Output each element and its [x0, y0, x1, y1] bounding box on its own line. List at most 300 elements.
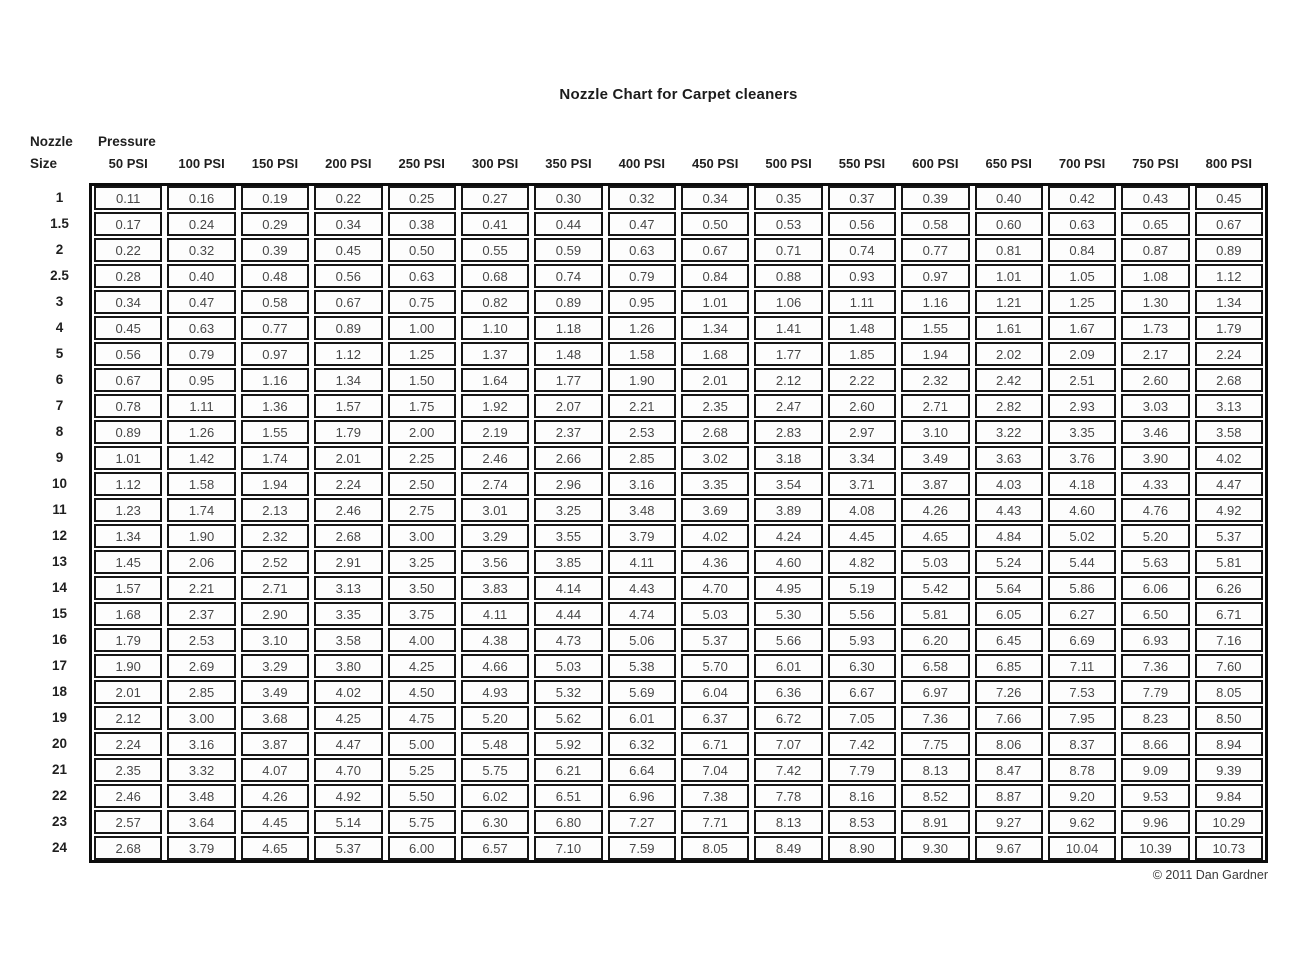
psi-header-row — [89, 153, 1268, 175]
flow-value-cell: 0.30 — [534, 186, 602, 210]
flow-value-cell: 1.57 — [314, 394, 382, 418]
flow-value-cell: 1.37 — [461, 342, 529, 366]
flow-value-cell: 6.20 — [901, 628, 969, 652]
nozzle-size-label: 10 — [51, 476, 68, 491]
flow-value-cell: 6.27 — [1048, 602, 1116, 626]
flow-value-cell: 8.13 — [754, 810, 822, 834]
flow-value-cell: 4.95 — [754, 576, 822, 600]
flow-value-cell: 4.07 — [241, 758, 309, 782]
nozzle-size-label: 4 — [55, 320, 64, 335]
flow-value-cell: 3.25 — [534, 498, 602, 522]
flow-value-cell: 3.10 — [241, 628, 309, 652]
flow-value-cell: 0.63 — [608, 238, 676, 262]
nozzle-size-label: 7 — [55, 398, 64, 413]
flow-value-cell: 1.90 — [167, 524, 235, 548]
flow-value-cell: 2.32 — [901, 368, 969, 392]
flow-value-cell: 1.10 — [461, 316, 529, 340]
flow-value-cell: 0.53 — [754, 212, 822, 236]
flow-value-cell: 0.43 — [1121, 186, 1189, 210]
flow-value-cell: 4.43 — [975, 498, 1043, 522]
flow-value-cell: 1.26 — [608, 316, 676, 340]
flow-value-cell: 3.68 — [241, 706, 309, 730]
flow-value-cell: 6.30 — [828, 654, 896, 678]
flow-value-cell: 3.29 — [241, 654, 309, 678]
flow-value-cell: 2.96 — [534, 472, 602, 496]
copyright-text: © 2011 Dan Gardner — [1152, 868, 1268, 882]
flow-value-cell: 0.74 — [534, 264, 602, 288]
flow-value-cell: 6.71 — [681, 732, 749, 756]
flow-value-cell: 2.57 — [94, 810, 162, 834]
flow-value-cell: 4.82 — [828, 550, 896, 574]
flow-value-cell: 3.18 — [754, 446, 822, 470]
flow-value-cell: 5.64 — [975, 576, 1043, 600]
flow-value-cell: 6.21 — [534, 758, 602, 782]
flow-value-cell: 0.97 — [241, 342, 309, 366]
flow-value-cell: 8.06 — [975, 732, 1043, 756]
flow-value-cell: 7.10 — [534, 836, 602, 860]
flow-value-cell: 5.20 — [1121, 524, 1189, 548]
flow-value-cell: 2.22 — [828, 368, 896, 392]
flow-value-cell: 4.43 — [608, 576, 676, 600]
flow-value-cell: 1.79 — [314, 420, 382, 444]
psi-column-header: 350 PSI — [545, 156, 592, 171]
flow-value-cell: 6.50 — [1121, 602, 1189, 626]
flow-value-cell: 4.60 — [1048, 498, 1116, 522]
flow-value-cell: 0.45 — [1195, 186, 1263, 210]
flow-value-cell: 0.40 — [975, 186, 1043, 210]
flow-value-cell: 0.47 — [608, 212, 676, 236]
flow-value-cell: 8.05 — [681, 836, 749, 860]
nozzle-size-label: 16 — [51, 632, 68, 647]
flow-value-cell: 2.02 — [975, 342, 1043, 366]
flow-value-cell: 3.87 — [241, 732, 309, 756]
flow-value-cell: 6.01 — [608, 706, 676, 730]
flow-value-cell: 6.80 — [534, 810, 602, 834]
psi-column-header: 200 PSI — [325, 156, 372, 171]
flow-value-cell: 5.93 — [828, 628, 896, 652]
flow-value-cell: 0.78 — [94, 394, 162, 418]
flow-value-cell: 0.67 — [314, 290, 382, 314]
flow-value-cell: 5.66 — [754, 628, 822, 652]
flow-value-cell: 7.05 — [828, 706, 896, 730]
flow-value-cell: 1.55 — [901, 316, 969, 340]
flow-value-cell: 1.26 — [167, 420, 235, 444]
flow-value-cell: 8.49 — [754, 836, 822, 860]
flow-value-cell: 1.11 — [167, 394, 235, 418]
flow-value-cell: 3.63 — [975, 446, 1043, 470]
flow-value-cell: 9.84 — [1195, 784, 1263, 808]
flow-value-cell: 4.76 — [1121, 498, 1189, 522]
flow-value-cell: 4.38 — [461, 628, 529, 652]
flow-value-cell: 1.50 — [388, 368, 456, 392]
flow-value-cell: 0.35 — [754, 186, 822, 210]
flow-value-cell: 3.32 — [167, 758, 235, 782]
flow-value-cell: 2.53 — [608, 420, 676, 444]
flow-value-cell: 0.56 — [94, 342, 162, 366]
flow-value-cell: 1.34 — [1195, 290, 1263, 314]
flow-value-cell: 2.93 — [1048, 394, 1116, 418]
flow-value-cell: 1.90 — [608, 368, 676, 392]
flow-value-cell: 2.90 — [241, 602, 309, 626]
flow-value-cell: 4.02 — [681, 524, 749, 548]
flow-value-cell: 0.89 — [314, 316, 382, 340]
flow-value-cell: 8.90 — [828, 836, 896, 860]
flow-value-cell: 4.93 — [461, 680, 529, 704]
psi-column-header: 50 PSI — [108, 156, 148, 171]
flow-value-cell: 0.40 — [167, 264, 235, 288]
flow-value-cell: 2.69 — [167, 654, 235, 678]
flow-value-cell: 4.70 — [314, 758, 382, 782]
flow-value-cell: 2.21 — [608, 394, 676, 418]
flow-value-cell: 5.81 — [1195, 550, 1263, 574]
flow-value-cell: 3.34 — [828, 446, 896, 470]
nozzle-size-label: 2.5 — [50, 268, 69, 283]
flow-value-cell: 2.85 — [608, 446, 676, 470]
flow-value-cell: 0.77 — [241, 316, 309, 340]
flow-value-cell: 4.25 — [314, 706, 382, 730]
psi-column-header: 300 PSI — [471, 156, 519, 171]
nozzle-size-label: 23 — [51, 814, 68, 829]
flow-value-cell: 3.55 — [534, 524, 602, 548]
flow-value-cell: 3.01 — [461, 498, 529, 522]
psi-column-header: 500 PSI — [765, 156, 812, 171]
nozzle-size-label: 1 — [55, 190, 64, 205]
flow-value-cell: 7.66 — [975, 706, 1043, 730]
flow-value-cell: 0.25 — [388, 186, 456, 210]
flow-value-cell: 7.42 — [754, 758, 822, 782]
flow-value-cell: 3.29 — [461, 524, 529, 548]
flow-value-cell: 1.12 — [1195, 264, 1263, 288]
flow-value-cell: 2.21 — [167, 576, 235, 600]
flow-value-cell: 7.36 — [901, 706, 969, 730]
flow-value-cell: 0.63 — [167, 316, 235, 340]
nozzle-size-label: 11 — [52, 502, 67, 517]
flow-value-cell: 7.26 — [975, 680, 1043, 704]
flow-value-cell: 1.68 — [681, 342, 749, 366]
nozzle-size-label: 20 — [51, 736, 68, 751]
flow-value-cell: 6.01 — [754, 654, 822, 678]
flow-value-cell: 3.58 — [314, 628, 382, 652]
flow-value-cell: 0.50 — [388, 238, 456, 262]
flow-value-cell: 4.26 — [241, 784, 309, 808]
flow-value-cell: 3.02 — [681, 446, 749, 470]
flow-value-cell: 4.02 — [314, 680, 382, 704]
flow-value-cell: 1.36 — [241, 394, 309, 418]
flow-value-cell: 0.71 — [754, 238, 822, 262]
flow-value-cell: 4.73 — [534, 628, 602, 652]
flow-value-cell: 5.86 — [1048, 576, 1116, 600]
flow-value-cell: 5.19 — [828, 576, 896, 600]
flow-value-cell: 6.96 — [608, 784, 676, 808]
flow-value-cell: 2.46 — [461, 446, 529, 470]
flow-value-cell: 2.12 — [94, 706, 162, 730]
flow-value-cell: 9.67 — [975, 836, 1043, 860]
flow-value-cell: 0.28 — [94, 264, 162, 288]
flow-value-cell: 7.07 — [754, 732, 822, 756]
flow-value-cell: 2.68 — [94, 836, 162, 860]
psi-column-header: 800 PSI — [1205, 156, 1252, 171]
flow-value-cell: 0.93 — [828, 264, 896, 288]
flow-value-cell: 0.97 — [901, 264, 969, 288]
flow-value-cell: 1.16 — [241, 368, 309, 392]
flow-value-cell: 2.17 — [1121, 342, 1189, 366]
flow-value-cell: 8.50 — [1195, 706, 1263, 730]
flow-value-cell: 4.65 — [901, 524, 969, 548]
flow-value-cell: 1.18 — [534, 316, 602, 340]
flow-value-cell: 2.74 — [461, 472, 529, 496]
flow-value-cell: 8.52 — [901, 784, 969, 808]
flow-value-cell: 0.87 — [1121, 238, 1189, 262]
flow-value-cell: 2.91 — [314, 550, 382, 574]
flow-value-cell: 2.83 — [754, 420, 822, 444]
flow-value-cell: 0.68 — [461, 264, 529, 288]
psi-column-header: 650 PSI — [985, 156, 1032, 171]
flow-value-cell: 3.16 — [608, 472, 676, 496]
flow-value-cell: 3.46 — [1121, 420, 1189, 444]
flow-value-cell: 2.12 — [754, 368, 822, 392]
flow-value-cell: 1.55 — [241, 420, 309, 444]
psi-column-header: 750 PSI — [1132, 156, 1179, 171]
flow-value-cell: 1.34 — [681, 316, 749, 340]
flow-value-cell: 6.97 — [901, 680, 969, 704]
flow-value-cell: 4.25 — [388, 654, 456, 678]
flow-value-cell: 2.46 — [94, 784, 162, 808]
flow-value-cell: 4.65 — [241, 836, 309, 860]
flow-value-cell: 2.19 — [461, 420, 529, 444]
nozzle-size-label: 1.5 — [50, 216, 69, 231]
flow-value-cell: 0.39 — [901, 186, 969, 210]
nozzle-size-label: 6 — [55, 372, 64, 387]
nozzle-size-label: 5 — [55, 346, 64, 361]
nozzle-size-label: 14 — [51, 580, 68, 595]
flow-value-cell: 3.56 — [461, 550, 529, 574]
flow-value-cell: 0.34 — [94, 290, 162, 314]
nozzle-size-label: 19 — [51, 710, 68, 725]
flow-value-cell: 0.47 — [167, 290, 235, 314]
flow-value-cell: 0.56 — [828, 212, 896, 236]
flow-value-cell: 0.63 — [1048, 212, 1116, 236]
flow-value-cell: 4.45 — [828, 524, 896, 548]
flow-value-cell: 7.60 — [1195, 654, 1263, 678]
flow-value-cell: 4.75 — [388, 706, 456, 730]
flow-value-cell: 0.41 — [461, 212, 529, 236]
nozzle-size-label: 17 — [51, 658, 68, 673]
flow-value-cell: 6.04 — [681, 680, 749, 704]
flow-value-cell: 3.69 — [681, 498, 749, 522]
flow-value-cell: 0.45 — [314, 238, 382, 262]
flow-value-cell: 9.62 — [1048, 810, 1116, 834]
flow-value-cell: 3.48 — [167, 784, 235, 808]
flow-value-cell: 4.66 — [461, 654, 529, 678]
flow-value-cell: 1.67 — [1048, 316, 1116, 340]
flow-value-cell: 7.78 — [754, 784, 822, 808]
flow-value-cell: 0.59 — [534, 238, 602, 262]
flow-value-cell: 0.24 — [167, 212, 235, 236]
flow-value-cell: 2.06 — [167, 550, 235, 574]
flow-value-cell: 1.61 — [975, 316, 1043, 340]
flow-value-cell: 0.39 — [241, 238, 309, 262]
flow-value-cell: 4.24 — [754, 524, 822, 548]
flow-value-cell: 1.41 — [754, 316, 822, 340]
flow-value-cell: 4.11 — [608, 550, 676, 574]
flow-value-cell: 3.50 — [388, 576, 456, 600]
flow-value-cell: 2.71 — [901, 394, 969, 418]
flow-value-cell: 3.10 — [901, 420, 969, 444]
nozzle-chart — [30, 86, 1268, 882]
flow-value-cell: 6.00 — [388, 836, 456, 860]
flow-value-cell: 0.74 — [828, 238, 896, 262]
flow-value-cell: 7.16 — [1195, 628, 1263, 652]
flow-value-cell: 0.79 — [608, 264, 676, 288]
flow-value-cell: 3.00 — [388, 524, 456, 548]
flow-value-cell: 5.14 — [314, 810, 382, 834]
flow-value-cell: 1.48 — [534, 342, 602, 366]
flow-value-cell: 3.75 — [388, 602, 456, 626]
flow-value-cell: 6.02 — [461, 784, 529, 808]
flow-value-cell: 1.05 — [1048, 264, 1116, 288]
flow-value-cell: 7.38 — [681, 784, 749, 808]
flow-value-cell: 8.78 — [1048, 758, 1116, 782]
flow-value-cell: 8.37 — [1048, 732, 1116, 756]
flow-value-cell: 0.65 — [1121, 212, 1189, 236]
flow-value-cell: 5.03 — [681, 602, 749, 626]
flow-value-cell: 5.03 — [901, 550, 969, 574]
flow-value-cell: 2.00 — [388, 420, 456, 444]
flow-value-cell: 3.76 — [1048, 446, 1116, 470]
flow-value-cell: 3.71 — [828, 472, 896, 496]
flow-value-cell: 1.42 — [167, 446, 235, 470]
flow-value-cell: 1.94 — [241, 472, 309, 496]
flow-value-cell: 5.69 — [608, 680, 676, 704]
flow-value-cell: 3.35 — [681, 472, 749, 496]
flow-value-cell: 3.85 — [534, 550, 602, 574]
flow-value-cell: 7.36 — [1121, 654, 1189, 678]
flow-value-cell: 9.20 — [1048, 784, 1116, 808]
flow-value-cell: 5.00 — [388, 732, 456, 756]
flow-value-cell: 2.71 — [241, 576, 309, 600]
flow-value-cell: 3.25 — [388, 550, 456, 574]
flow-value-cell: 7.95 — [1048, 706, 1116, 730]
flow-value-cell: 0.81 — [975, 238, 1043, 262]
flow-value-cell: 5.24 — [975, 550, 1043, 574]
flow-value-cell: 8.66 — [1121, 732, 1189, 756]
flow-value-cell: 5.37 — [1195, 524, 1263, 548]
flow-value-cell: 3.22 — [975, 420, 1043, 444]
flow-value-cell: 2.07 — [534, 394, 602, 418]
flow-value-cell: 6.72 — [754, 706, 822, 730]
flow-value-cell: 1.11 — [828, 290, 896, 314]
flow-value-cell: 1.90 — [94, 654, 162, 678]
flow-value-cell: 1.01 — [94, 446, 162, 470]
flow-value-cell: 6.67 — [828, 680, 896, 704]
flow-value-cell: 2.53 — [167, 628, 235, 652]
flow-value-cell: 1.08 — [1121, 264, 1189, 288]
flow-value-cell: 2.01 — [681, 368, 749, 392]
flow-value-cell: 5.37 — [681, 628, 749, 652]
flow-value-cell: 6.45 — [975, 628, 1043, 652]
flow-value-cell: 0.32 — [167, 238, 235, 262]
flow-value-cell: 7.04 — [681, 758, 749, 782]
flow-value-cell: 3.49 — [901, 446, 969, 470]
flow-value-cell: 7.79 — [828, 758, 896, 782]
psi-column-header: 700 PSI — [1058, 156, 1106, 171]
flow-value-cell: 9.27 — [975, 810, 1043, 834]
flow-value-cell: 2.68 — [314, 524, 382, 548]
flow-value-cell: 0.89 — [1195, 238, 1263, 262]
flow-value-cell: 1.21 — [975, 290, 1043, 314]
flow-value-cell: 4.70 — [681, 576, 749, 600]
flow-value-cell: 4.44 — [534, 602, 602, 626]
table-header — [30, 131, 1268, 175]
flow-value-cell: 1.58 — [608, 342, 676, 366]
flow-value-cell: 2.09 — [1048, 342, 1116, 366]
nozzle-size-label: 2 — [55, 242, 64, 257]
flow-value-cell: 4.47 — [314, 732, 382, 756]
flow-value-cell: 0.79 — [167, 342, 235, 366]
nozzle-size-label: 24 — [51, 840, 68, 855]
flow-value-cell: 1.25 — [388, 342, 456, 366]
flow-value-cell: 1.77 — [534, 368, 602, 392]
flow-value-cell: 4.08 — [828, 498, 896, 522]
flow-value-cell: 0.27 — [461, 186, 529, 210]
flow-value-cell: 2.13 — [241, 498, 309, 522]
flow-value-cell: 9.30 — [901, 836, 969, 860]
flow-value-cell: 9.53 — [1121, 784, 1189, 808]
flow-value-cell: 3.00 — [167, 706, 235, 730]
flow-value-cell: 2.51 — [1048, 368, 1116, 392]
flow-value-cell: 2.24 — [1195, 342, 1263, 366]
flow-value-cell: 1.77 — [754, 342, 822, 366]
flow-value-cell: 0.84 — [681, 264, 749, 288]
flow-value-cell: 2.01 — [94, 680, 162, 704]
flow-value-cell: 1.85 — [828, 342, 896, 366]
flow-value-cell: 5.44 — [1048, 550, 1116, 574]
flow-value-cell: 1.01 — [975, 264, 1043, 288]
flow-value-cell: 4.50 — [388, 680, 456, 704]
psi-column-header: 450 PSI — [692, 156, 739, 171]
flow-value-cell: 4.74 — [608, 602, 676, 626]
pressure-group-label: Pressure — [98, 134, 156, 149]
flow-value-cell: 3.35 — [314, 602, 382, 626]
psi-column-header: 100 PSI — [178, 156, 225, 171]
flow-value-cell: 0.50 — [681, 212, 749, 236]
flow-value-cell: 0.48 — [241, 264, 309, 288]
flow-value-cell: 3.35 — [1048, 420, 1116, 444]
flow-value-cell: 3.13 — [314, 576, 382, 600]
row-axis-header — [30, 131, 89, 175]
flow-value-cell: 1.75 — [388, 394, 456, 418]
flow-value-cell: 5.56 — [828, 602, 896, 626]
flow-value-cell: 1.16 — [901, 290, 969, 314]
flow-value-cell: 5.42 — [901, 576, 969, 600]
flow-value-cell: 3.48 — [608, 498, 676, 522]
flow-value-cell: 4.60 — [754, 550, 822, 574]
nozzle-size-label: 3 — [55, 294, 64, 309]
flow-value-cell: 2.50 — [388, 472, 456, 496]
flow-value-cell: 3.79 — [167, 836, 235, 860]
flow-value-cell: 1.73 — [1121, 316, 1189, 340]
flow-value-cell: 5.25 — [388, 758, 456, 782]
flow-value-cell: 3.13 — [1195, 394, 1263, 418]
flow-value-cell: 7.27 — [608, 810, 676, 834]
flow-value-cell: 2.60 — [1121, 368, 1189, 392]
flow-value-cell: 6.06 — [1121, 576, 1189, 600]
flow-value-cell: 0.17 — [94, 212, 162, 236]
flow-value-cell: 1.68 — [94, 602, 162, 626]
flow-value-cell: 4.36 — [681, 550, 749, 574]
flow-value-cell: 5.70 — [681, 654, 749, 678]
flow-value-cell: 1.94 — [901, 342, 969, 366]
